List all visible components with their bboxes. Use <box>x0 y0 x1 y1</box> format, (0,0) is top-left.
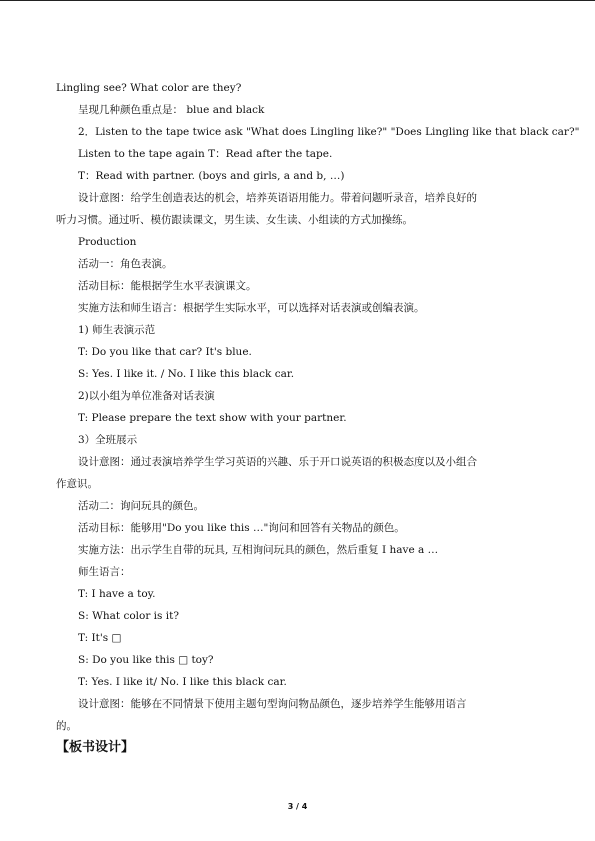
text-line: 设计意图：通过表演培养学生学习英语的兴趣、乐于开口说英语的积极态度以及小组合 <box>78 456 477 468</box>
text-line: T: Yes. I like it/ No. I like this black car. <box>78 676 287 688</box>
text-line: T：Read with partner. (boys and girls, a and b, …) <box>78 170 345 182</box>
section-heading: 【板书设计】 <box>56 740 135 755</box>
text-line: 听力习惯。通过听、模仿跟读课文，男生读、女生读、小组读的方式加操练。 <box>56 214 413 226</box>
text-line: T: Do you like that car? It's blue. <box>78 346 252 358</box>
text-line: T: It's □ <box>78 632 122 644</box>
section-label: Production <box>78 236 137 248</box>
text-line: 师生语言： <box>78 566 131 578</box>
text-line: S: What color is it? <box>78 610 179 622</box>
text-line: 实施方法和师生语言：根据学生实际水平，可以选择对话表演或创编表演。 <box>78 302 425 314</box>
text-line: S: Do you like this □ toy? <box>78 654 214 666</box>
text-line: 设计意图：给学生创造表达的机会，培养英语语用能力。带着问题听录音，培养良好的 <box>78 192 477 204</box>
text-line: 2)以小组为单位准备对话表演 <box>78 390 215 402</box>
text-line: 2．Listen to the tape twice ask "What does Lingling like?" "Does Lingling like that black car?" <box>78 126 580 138</box>
text-line: 活动目标：能根据学生水平表演课文。 <box>78 280 257 292</box>
text-line: Lingling see? What color are they? <box>56 82 242 94</box>
text-line: T: Please prepare the text show with your partner. <box>78 412 347 424</box>
text-line: T: I have a toy. <box>78 588 156 600</box>
text-line: 3）全班展示 <box>78 434 138 446</box>
text-line: 活动一：角色表演。 <box>78 258 173 270</box>
text-line: 活动二：询问玩具的颜色。 <box>78 500 204 512</box>
text-line: S: Yes. I like it. / No. I like this black car. <box>78 368 295 380</box>
text-line: 的。 <box>56 720 77 732</box>
text-line: 实施方法：出示学生自带的玩具, 互相询问玩具的颜色，然后重复 I have a … <box>78 544 439 556</box>
page-number: 3 / 4 <box>287 802 308 811</box>
text-line: 设计意图：能够在不同情景下使用主题句型询问物品颜色，逐步培养学生能够用语言 <box>78 698 467 710</box>
text-line: Listen to the tape again T：Read after the tape. <box>78 148 333 160</box>
page-top-border <box>0 0 595 1</box>
text-line: 作意识。 <box>56 478 98 490</box>
text-line: 1) 师生表演示范 <box>78 324 156 336</box>
text-line: 活动目标：能够用"Do you like this …"询问和回答有关物品的颜色。 <box>78 522 405 534</box>
text-line: 呈现几种颜色重点是： blue and black <box>78 104 265 116</box>
